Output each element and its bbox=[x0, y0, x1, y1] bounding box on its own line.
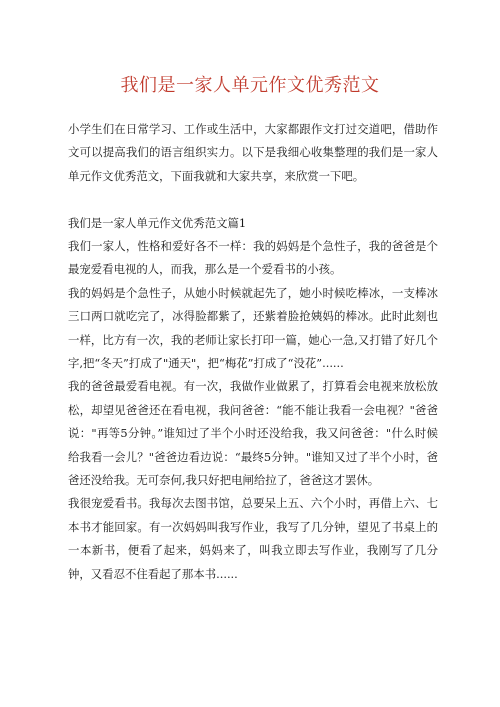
body-paragraph: 我很宠爱看书。我每次去图书馆，总要呆上五、六个小时，再借上六、七本书才能回家。有一次妈妈叫我写作业，我写了几分钟，望见了书桌上的一本新书，便看了起来，妈妈来了，叫我立即去写作业，我刚写了几分钟，又看忍不住看起了那本书...... bbox=[68, 496, 438, 581]
body-paragraph: 我的爸爸最爱看电视。有一次，我做作业做累了，打算看会电视来放松放松，却望见爸爸还在看电视，我问爸爸：“能不能让我看一会电视？"爸爸说："再等5分钟。”谁知过了半个小时还没给我，我又问爸爸："什么时候给我看一会儿？"爸爸边看边说：“最终5分钟。"谁知又过了半个小时，爸爸还没给我。无可奈何,我只好把电闸给拉了，爸爸这才罢休。 bbox=[68, 379, 438, 488]
body-paragraph: 我们一家人，性格和爱好各不一样：我的妈妈是个急性子，我的爸爸是个最宠爱看电视的人，而我，那么是一个爱看书的小孩。 bbox=[68, 239, 438, 277]
intro-paragraph: 小学生们在日常学习、工作或生活中，大家都跟作文打过交道吧，借助作文可以提高我们的语言组织实力。以下是我细心收集整理的我们是一家人单元作文优秀范文，下面我就和大家共享，来欣赏一下吧。 bbox=[68, 122, 438, 183]
page-title: 我们是一家人单元作文优秀范文 bbox=[120, 75, 380, 96]
body-paragraph: 我的妈妈是个急性子，从她小时候就起先了，她小时候吃棒冰，一支棒冰三口两口就吃完了，冰得脸都紫了，还紫着脸抢姨妈的棒冰。此时此刻也一样，比方有一次，我的老师让家长打印一篇，她心一急,又打错了好几个字,把“冬天”打成了"通天"，把“梅花”打成了“没花”...... bbox=[68, 285, 438, 371]
article-body bbox=[68, 118, 438, 586]
section-heading: 我们是一家人单元作文优秀范文篇1 bbox=[68, 215, 247, 230]
